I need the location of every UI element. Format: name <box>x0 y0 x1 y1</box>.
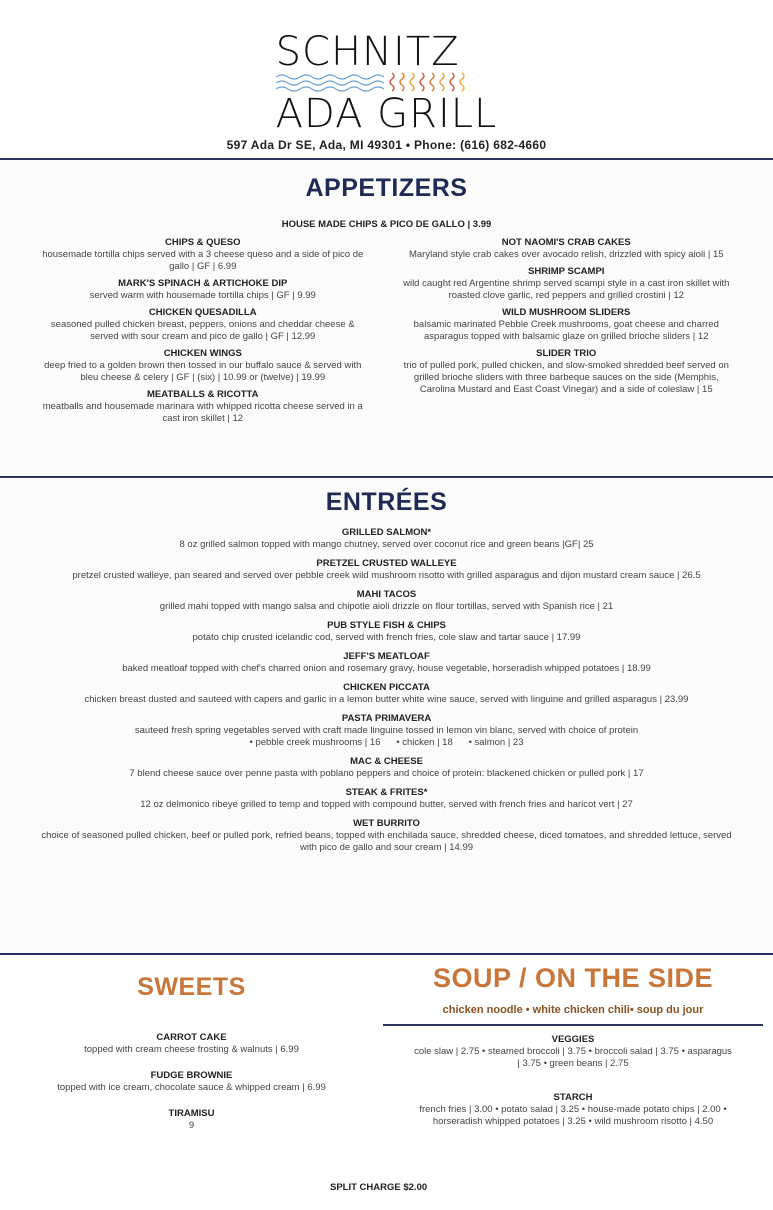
restaurant-header <box>0 0 773 158</box>
restaurant-logo <box>275 29 498 137</box>
item-description: 12 oz delmonico ribeye grilled to temp and topped with compound butter, served with french fries and haricot vert | 27 <box>140 799 633 810</box>
menu-item <box>40 756 733 780</box>
menu-item <box>20 1032 363 1056</box>
item-name: WET BURRITO <box>353 818 420 829</box>
entrees-section <box>0 478 773 953</box>
item-description: 9 <box>188 1120 195 1131</box>
appetizers-right-column <box>400 237 734 430</box>
menu-item <box>40 713 733 749</box>
item-description: Maryland style crab cakes over avocado relish, drizzled with spicy aioli | 15 <box>408 249 724 260</box>
section-title: SOUP / ON THE SIDE <box>432 963 714 993</box>
item-name: SLIDER TRIO <box>536 348 597 359</box>
item-description: topped with cream cheese frosting & walnuts | 6.99 <box>84 1044 299 1055</box>
sweets-section <box>0 955 383 1165</box>
menu-item <box>40 818 733 854</box>
menu-item <box>20 1108 363 1132</box>
menu-item <box>40 682 733 706</box>
item-description: 8 oz grilled salmon topped with mango chutney, served over coconut rice and green beans |GF| 25 <box>179 539 594 550</box>
item-description: housemade tortilla chips served with a 3 cheese queso and a side of pico de gallo | GF | 6.99 <box>42 249 364 272</box>
item-description: chicken breast dusted and sauteed with capers and garlic in a lemon butter white wine sauce, served with linguine and grilled asparagus | 23.99 <box>84 694 689 705</box>
menu-item <box>40 589 733 613</box>
logo-line-1: SCHNITZ <box>275 29 460 75</box>
item-name: STEAK & FRITES* <box>345 787 428 798</box>
item-description: trio of pulled pork, pulled chicken, and slow-smoked shredded beef served on grilled brioche sliders with three barbeque sauces on the side (Memphis, Carolina Mustard and East Coast Vinegar) and a side of coleslaw | 15 <box>403 360 729 395</box>
menu-item <box>36 348 370 384</box>
item-description: meatballs and housemade marinara with whipped ricotta cheese served in a cast iron skillet | 12 <box>42 401 363 424</box>
bottom-section <box>0 955 773 1165</box>
item-description: served warm with housemade tortilla chips | GF | 9.99 <box>89 290 316 301</box>
item-description: sauteed fresh spring vegetables served with craft made linguine tossed in lemon vin blanc, served with choice of protein <box>134 725 639 736</box>
appetizers-left-column <box>36 237 370 430</box>
item-description: wild caught red Argentine shrimp served scampi style in a cast iron skillet with roasted clove garlic, red peppers and grilled crostini | 12 <box>403 278 730 301</box>
menu-item <box>413 1034 733 1070</box>
section-title: SWEETS <box>137 973 246 1001</box>
menu-item <box>36 278 370 302</box>
item-description: baked meatloaf topped with chef's charred onion and rosemary gravy, house vegetable, horseradish whipped potatoes | 18.99 <box>122 663 651 674</box>
soup-sides-section <box>383 955 773 1165</box>
item-name: JEFF'S MEATLOAF <box>343 651 430 662</box>
item-name: MARK'S SPINACH & ARTICHOKE DIP <box>118 278 288 289</box>
split-charge: SPLIT CHARGE $2.00 <box>330 1182 428 1193</box>
menu-item <box>400 237 734 261</box>
menu-item <box>40 527 733 551</box>
item-name: NOT NAOMI'S CRAB CAKES <box>501 237 631 248</box>
menu-item <box>40 558 733 582</box>
sweets-list <box>20 1032 363 1132</box>
menu-item <box>40 620 733 644</box>
menu-item <box>400 348 734 396</box>
menu-item <box>413 1092 733 1128</box>
item-name: MAHI TACOS <box>356 589 417 600</box>
item-description: choice of seasoned pulled chicken, beef or pulled pork, refried beans, topped with enchilada sauce, shredded cheese, diced tomatoes, and shredded lettuce, served with pico de gallo and sour cream | 14.99 <box>41 830 732 853</box>
menu-item <box>36 237 370 273</box>
item-name: PASTA PRIMAVERA <box>341 713 432 724</box>
item-description: grilled mahi topped with mango salsa and chipotle aioli drizzle on flour tortillas, served with Spanish rice | 21 <box>159 601 614 612</box>
item-name: WILD MUSHROOM SLIDERS <box>502 307 631 318</box>
sides-list <box>383 1034 763 1128</box>
divider <box>383 1024 763 1026</box>
item-name: TIRAMISU <box>168 1108 215 1119</box>
item-name: MEATBALLS & RICOTTA <box>146 389 259 400</box>
item-description: balsamic marinated Pebble Creek mushrooms, goat cheese and charred asparagus topped with balsamic glaze on grilled brioche sliders | 12 <box>413 319 719 342</box>
item-description: french fries | 3.00 • potato salad | 3.25 • house-made potato chips | 2.00 • horseradish whipped potatoes | 3.25 • wild mushroom risotto | 4.50 <box>419 1104 727 1127</box>
item-name: PUB STYLE FISH & CHIPS <box>327 620 446 631</box>
item-name: CARROT CAKE <box>156 1032 227 1043</box>
item-description: cole slaw | 2.75 • steamed broccoli | 3.75 • broccoli salad | 3.75 • asparagus | 3.75 • green beans | 2.75 <box>414 1046 732 1069</box>
featured-item: HOUSE MADE CHIPS & PICO DE GALLO | 3.99 <box>281 219 492 230</box>
menu-item <box>20 1070 363 1094</box>
item-description: seasoned pulled chicken breast, peppers, onions and cheddar cheese & served with sour cream and pico de gallo | GF | 12.99 <box>50 319 355 342</box>
item-name: FUDGE BROWNIE <box>150 1070 233 1081</box>
item-name: CHICKEN PICCATA <box>343 682 430 693</box>
menu-item <box>400 266 734 302</box>
logo-line-2: ADA GRILL <box>275 91 498 137</box>
item-name: PRETZEL CRUSTED WALLEYE <box>316 558 457 569</box>
menu-item <box>400 307 734 343</box>
entrees-list <box>40 527 733 854</box>
item-name: MAC & CHEESE <box>350 756 423 767</box>
item-name: CHIPS & QUESO <box>165 237 241 248</box>
section-title: APPETIZERS <box>305 174 468 202</box>
menu-item <box>36 389 370 425</box>
item-description: 7 blend cheese sauce over penne pasta with poblano peppers and choice of protein: blackened chicken or pulled pork | 17 <box>129 768 644 779</box>
item-options: • pebble creek mushrooms | 16 • chicken | 18 • salmon | 23 <box>249 737 524 748</box>
item-name: GRILLED SALMON* <box>341 527 432 538</box>
item-description: topped with ice cream, chocolate sauce & whipped cream | 6.99 <box>57 1082 326 1093</box>
menu-item <box>40 787 733 811</box>
item-name: STARCH <box>553 1092 593 1103</box>
section-title: ENTRÉES <box>325 488 448 516</box>
item-name: CHICKEN WINGS <box>163 348 242 359</box>
soup-list: chicken noodle • white chicken chili• soup du jour <box>442 1004 704 1016</box>
menu-item <box>36 307 370 343</box>
item-name: VEGGIES <box>551 1034 595 1045</box>
item-name: CHICKEN QUESADILLA <box>148 307 257 318</box>
item-description: pretzel crusted walleye, pan seared and served over pebble creek wild mushroom risotto with grilled asparagus and dijon mustard cream sauce | 26.5 <box>72 570 701 581</box>
appetizers-section <box>0 160 773 476</box>
item-description: deep fried to a golden brown then tossed in our buffalo sauce & served with bleu cheese & celery | GF | (six) | 10.99 or (twelve) | 19.99 <box>44 360 362 383</box>
address-phone: 597 Ada Dr SE, Ada, MI 49301 • Phone: (616) 682-4660 <box>226 138 547 152</box>
item-name: SHRIMP SCAMPI <box>528 266 605 277</box>
menu-item <box>40 651 733 675</box>
item-description: potato chip crusted icelandic cod, served with french fries, cole slaw and tartar sauce | 17.99 <box>192 632 581 643</box>
